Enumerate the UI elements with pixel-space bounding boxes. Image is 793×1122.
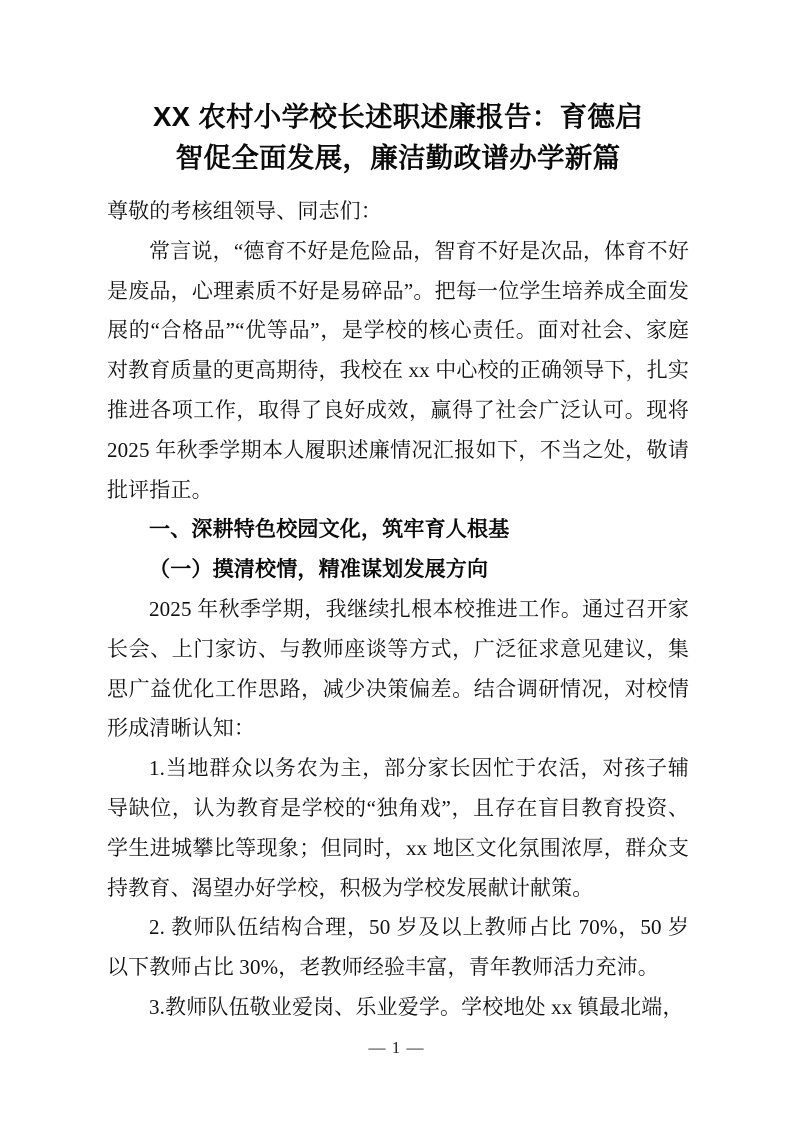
section-heading-1-1: （一）摸清校情，精准谋划发展方向: [149, 557, 489, 582]
list-item: 3.教师队伍敬业爱岗、乐业爱学。学校地处 xx 镇最北端，: [149, 994, 684, 1019]
page-title-line-1: XX 农村小学校长述职述廉报告：育德启: [152, 101, 644, 132]
document-content: [107, 96, 689, 1028]
page-title: [107, 96, 689, 178]
list-item: 1.当地群众以务农为主，部分家长因忙于农活，对孩子辅导缺位，认为教育是学校的“独角戏”，且存在盲目教育投资、学生进城攀比等现象；但同时，xx 地区文化氛围浓厚，群众支持教育、渴望办好学校，积极为学校发展献计献策。: [107, 756, 689, 900]
page-number: — 1 —: [368, 1038, 425, 1057]
page-title-line-2: 智促全面发展，廉洁勤政谱办学新篇: [175, 142, 621, 173]
paragraph-survey: 2025 年秋季学期，我继续扎根本校推进工作。通过召开家长会、上门家访、与教师座谈等方式，广泛征求意见建议，集思广益优化工作思路，减少决策偏差。结合调研情况，对校情形成清晰认知：: [107, 596, 689, 741]
salutation: 尊敬的考核组领导、同志们：: [107, 199, 382, 223]
list-item: 2. 教师队伍结构合理，50 岁及以上教师占比 70%，50 岁以下教师占比 30%，老教师经验丰富，青年教师活力充沛。: [107, 915, 689, 980]
opening-paragraph: 常言说，“德育不好是危险品，智育不好是次品，体育不好是废品，心理素质不好是易碎品”。把每一位学生培养成全面发展的“合格品”“优等品”，是学校的核心责任。面对社会、家庭对教育质量的更高期待，我校在 xx 中心校的正确领导下，扎实推进各项工作，取得了良好成效，赢得了社会广泛认可。现将 2025 年秋季学期本人履职述廉情况汇报如下，不当之处，敬请批评指正。: [107, 238, 689, 502]
section-heading-1: 一、深耕特色校园文化，筑牢育人根基: [149, 518, 510, 542]
